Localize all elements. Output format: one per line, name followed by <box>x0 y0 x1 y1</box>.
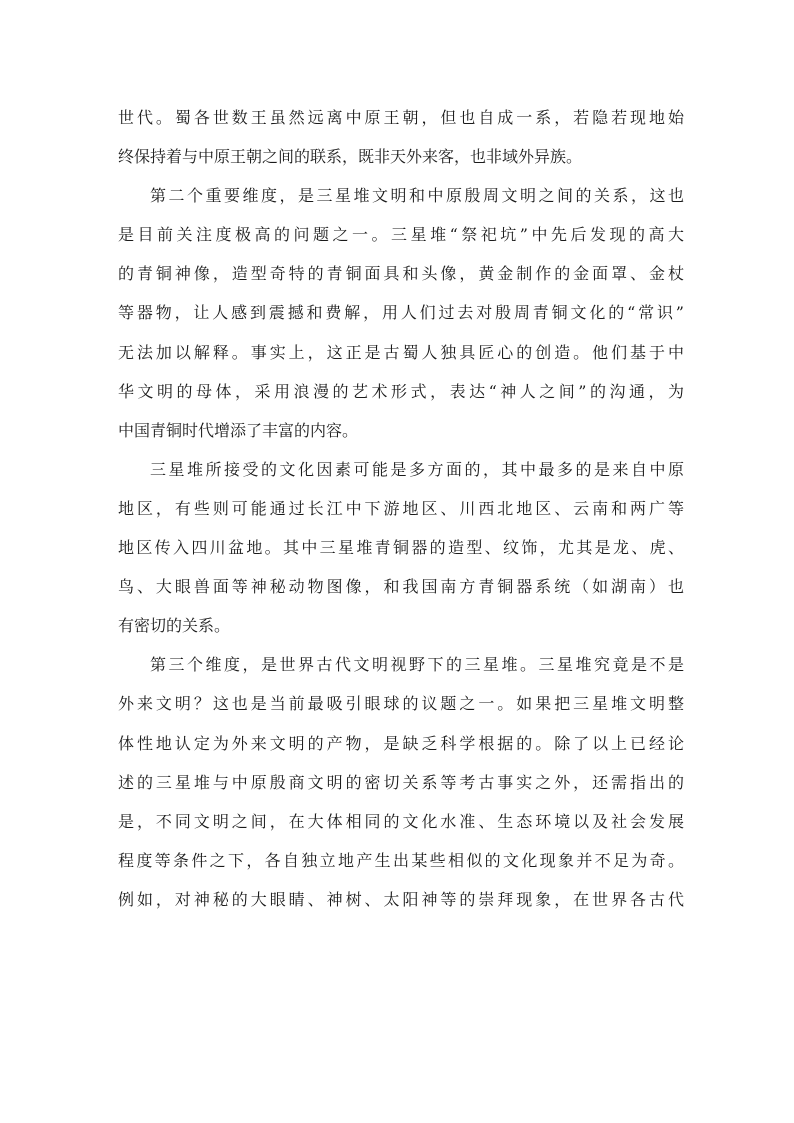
text-line: 是，不同文明之间，在大体相同的文化水准、生态环境以及社会发展 <box>118 811 684 831</box>
text-line: 华文明的母体，采用浪漫的艺术形式，表达“神人之间”的沟通，为 <box>118 381 684 401</box>
text-line: 三星堆所接受的文化因素可能是多方面的，其中最多的是来自中原 <box>150 459 684 479</box>
text-line: 终保持着与中原王朝之间的联系，既非天外来客，也非域外异族。 <box>118 147 583 167</box>
text-line: 是目前关注度极高的问题之一。三星堆“祭祀坑”中先后发现的高大 <box>118 225 684 245</box>
text-line: 程度等条件之下，各自独立地产生出某些相似的文化现象并不足为奇。 <box>118 850 684 870</box>
text-line: 世代。蜀各世数王虽然远离中原王朝，但也自成一系，若隐若现地始 <box>118 108 684 127</box>
text-line: 鸟、大眼兽面等神秘动物图像，和我国南方青铜器系统（如湖南）也 <box>118 577 684 597</box>
text-line: 第三个维度，是世界古代文明视野下的三星堆。三星堆究竟是不是 <box>150 655 684 675</box>
paragraph-3 <box>118 450 684 645</box>
body-text <box>118 98 684 919</box>
text-line: 等器物，让人感到震撼和费解，用人们过去对殷周青铜文化的“常识” <box>118 303 684 323</box>
text-line: 中国青铜时代增添了丰富的内容。 <box>118 420 359 440</box>
paragraph-4 <box>118 645 684 919</box>
text-line: 第二个重要维度，是三星堆文明和中原殷周文明之间的关系，这也 <box>150 186 684 206</box>
paragraph-1 <box>118 98 684 176</box>
text-line: 体性地认定为外来文明的产物，是缺乏科学根据的。除了以上已经论 <box>118 733 684 753</box>
text-line: 有密切的关系。 <box>118 616 231 636</box>
text-line: 的青铜神像，造型奇特的青铜面具和头像，黄金制作的金面罩、金杖 <box>118 264 684 284</box>
text-line: 述的三星堆与中原殷商文明的密切关系等考古事实之外，还需指出的 <box>118 772 684 792</box>
paragraph-2 <box>118 176 684 450</box>
text-line: 地区传入四川盆地。其中三星堆青铜器的造型、纹饰，尤其是龙、虎、 <box>118 538 684 558</box>
text-line: 无法加以解释。事实上，这正是古蜀人独具匠心的创造。他们基于中 <box>118 342 684 362</box>
text-line: 外来文明？这也是当前最吸引眼球的议题之一。如果把三星堆文明整 <box>118 694 684 714</box>
text-line: 例如，对神秘的大眼睛、神树、太阳神等的崇拜现象，在世界各古代 <box>118 889 684 909</box>
text-line: 地区，有些则可能通过长江中下游地区、川西北地区、云南和两广等 <box>118 498 684 518</box>
